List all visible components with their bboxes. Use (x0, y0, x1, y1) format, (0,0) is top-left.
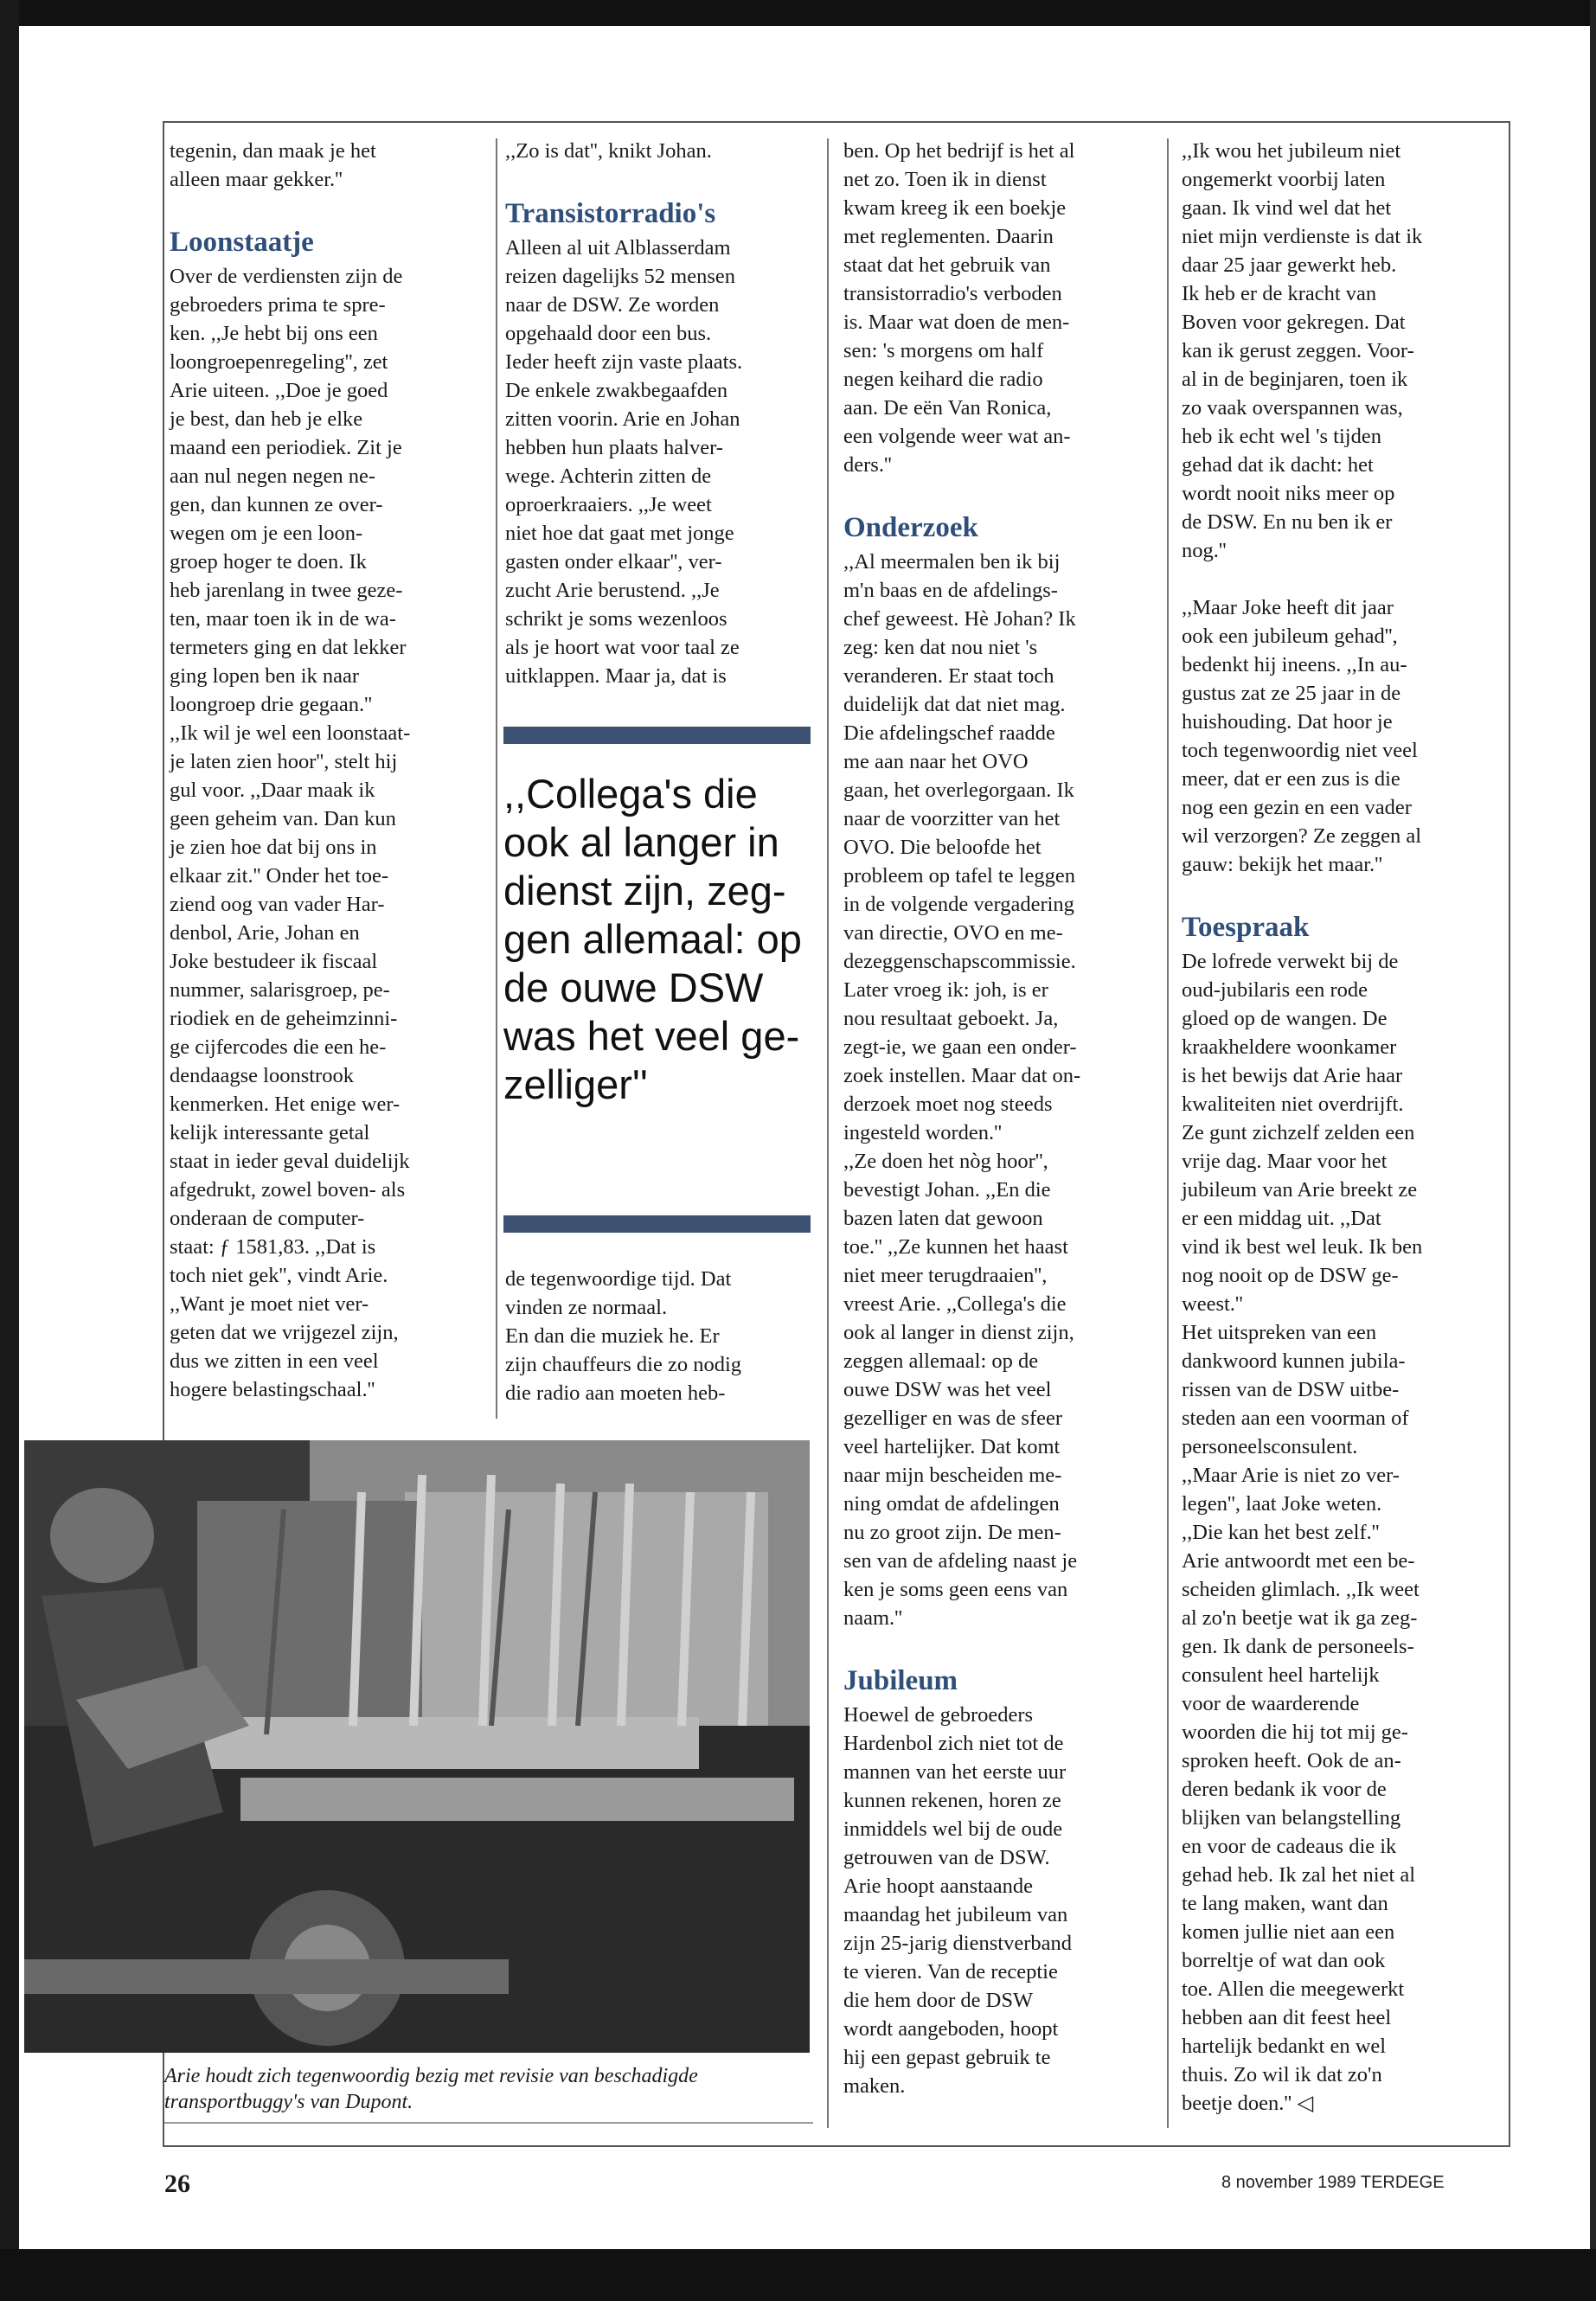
heading-jubileum: Jubileum (843, 1665, 958, 1696)
text-line: jubileum van Arie breekt ze (1182, 1178, 1418, 1202)
text-line: onderaan de computer- (170, 1207, 365, 1230)
caption-rule (164, 2122, 813, 2124)
text-line: ders.'' (843, 453, 892, 477)
text-line: rissen van de DSW uitbe- (1182, 1378, 1400, 1401)
text-line: De enkele zwakbegaafden (505, 379, 728, 402)
text-line: dezeggenschapscommissie. (843, 950, 1076, 973)
text-line: kwaliteiten niet overdrijft. (1182, 1093, 1404, 1116)
text-line: toch tegenwoordig niet veel (1182, 739, 1418, 762)
text-line: wordt nooit niks meer op (1182, 482, 1395, 505)
text-line: Alleen al uit Alblasserdam (505, 236, 731, 260)
text-line: gehad dat ik dacht: het (1182, 453, 1374, 477)
text-line: je best, dan heb je elke (170, 407, 363, 431)
text-line: me aan naar het OVO (843, 750, 1029, 773)
text-line: ,,Ze doen het nòg hoor'', (843, 1150, 1048, 1173)
text-line: weest.'' (1182, 1292, 1243, 1316)
text-line: staat dat het gebruik van (843, 253, 1051, 277)
text-line: denbol, Arie, Johan en (170, 921, 360, 945)
text-line: ingesteld worden.'' (843, 1121, 1003, 1144)
text-line: naar mijn bescheiden me- (843, 1464, 1062, 1487)
text-line: ,,Collega's die (503, 771, 758, 817)
text-line: zegt-ie, we gaan een onder- (843, 1035, 1077, 1059)
text-line: huishouding. Dat hoor je (1182, 710, 1393, 734)
paragraph-loonstaatje-laten-zien (170, 719, 490, 1404)
text-line: in de volgende vergadering (843, 893, 1074, 916)
text-line: daar 25 jaar gewerkt heb. (1182, 253, 1397, 277)
text-line: ziend oog van vader Har- (170, 893, 385, 916)
text-line: nummer, salarisgroep, pe- (170, 978, 390, 1002)
paragraph-jubileum (843, 1701, 1163, 2100)
text-line: de DSW. En nu ben ik er (1182, 510, 1393, 534)
text-line: Hardenbol zich niet tot de (843, 1732, 1064, 1755)
text-line: kwam kreeg ik een boekje (843, 196, 1067, 220)
text-line: consulent heel hartelijk (1182, 1663, 1380, 1687)
text-line: gaan, het overlegorgaan. Ik (843, 779, 1074, 802)
text-line: je laten zien hoor'', stelt hij (170, 750, 398, 773)
paragraph-toespraak (1182, 947, 1503, 2118)
text-line: gaan. Ik vind wel dat het (1182, 196, 1392, 220)
text-line: zucht Arie berustend. ,,Je (505, 579, 720, 602)
text-line: reizen dagelijks 52 mensen (505, 265, 736, 288)
text-line: naam.'' (843, 1606, 903, 1630)
text-line: Joke bestudeer ik fiscaal (170, 950, 378, 973)
text-line: oud-jubilaris een rode (1182, 978, 1368, 1002)
text-line: nu zo groot zijn. De men- (843, 1521, 1061, 1544)
text-line: er een middag uit. ,,Dat (1182, 1207, 1381, 1230)
text-line: wegen om je een loon- (170, 522, 363, 545)
text-line: En dan die muziek he. Er (505, 1324, 720, 1348)
text-line: mannen van het eerste uur (843, 1760, 1067, 1784)
scan-border-top (0, 0, 1596, 26)
text-line: ken je soms geen eens van (843, 1578, 1068, 1601)
text-line: zitten voorin. Arie en Johan (505, 407, 740, 431)
text-line: Die afdelingschef raadde (843, 721, 1055, 745)
text-line: Boven voor gekregen. Dat (1182, 311, 1406, 334)
text-line: m'n baas en de afdelings- (843, 579, 1058, 602)
text-line: chef geweest. Hè Johan? Ik (843, 607, 1076, 631)
text-line: alleen maar gekker.'' (170, 168, 343, 191)
scan-border-right (1590, 0, 1596, 2301)
text-line: vreest Arie. ,,Collega's die (843, 1292, 1067, 1316)
text-line: dankwoord kunnen jubila- (1182, 1349, 1406, 1373)
text-line: naar de voorzitter van het (843, 807, 1061, 830)
text-line: uitklappen. Maar ja, dat is (505, 664, 727, 688)
page-frame-top (163, 121, 1510, 123)
text-line: toe.'' ,,Ze kunnen het haast (843, 1235, 1068, 1259)
text-line: staat: ƒ 1581,83. ,,Dat is (170, 1235, 376, 1259)
text-line: veel hartelijker. Dat komt (843, 1435, 1061, 1458)
text-line: hebben hun plaats halver- (505, 436, 723, 459)
text-line: ,,Maar Joke heeft dit jaar (1182, 596, 1394, 619)
text-line: termeters ging en dat lekker (170, 636, 407, 659)
text-line: zelliger'' (503, 1061, 648, 1107)
text-line: gebroeders prima te spre- (170, 293, 386, 317)
paragraph-tegenwoordige-tijd (505, 1265, 821, 1407)
text-line: ,,Ik wou het jubileum niet (1182, 139, 1401, 163)
text-line: ook een jubileum gehad'', (1182, 625, 1398, 648)
text-line: heb jarenlang in twee geze- (170, 579, 403, 602)
text-line: aan nul negen negen ne- (170, 465, 376, 488)
text-line: scheiden glimlach. ,,Ik weet (1182, 1578, 1420, 1601)
text-line: dendaagse loonstrook (170, 1064, 354, 1087)
text-line: bedenkt hij ineens. ,,In au- (1182, 653, 1407, 676)
text-line: die hem door de DSW (843, 1989, 1034, 2012)
text-line: hogere belastingschaal.'' (170, 1378, 375, 1401)
page-frame-bottom (163, 2145, 1510, 2147)
page-number: 26 (164, 2170, 190, 2198)
text-line: inmiddels wel bij de oude (843, 1817, 1063, 1841)
text-line: vind ik best wel leuk. Ik ben (1182, 1235, 1423, 1259)
text-line: en voor de cadeaus die ik (1182, 1835, 1397, 1858)
text-line: ken. ,,Je hebt bij ons een (170, 322, 378, 345)
text-line: gul voor. ,,Daar maak ik (170, 779, 375, 802)
text-line: Over de verdiensten zijn de (170, 265, 403, 288)
text-line: legen'', laat Joke weten. (1182, 1492, 1382, 1516)
text-line: gen allemaal: op (503, 916, 802, 962)
text-line: loongroep drie gegaan.'' (170, 693, 373, 716)
paragraph-zo-is-dat (505, 137, 821, 165)
text-line: met reglementen. Daarin (843, 225, 1054, 248)
workshop-photo (24, 1440, 810, 2053)
text-line: was het veel ge- (503, 1013, 800, 1059)
text-line: ,,Die kan het best zelf.'' (1182, 1521, 1380, 1544)
text-line: Later vroeg ik: joh, is er (843, 978, 1048, 1002)
column-1 (170, 137, 490, 1404)
text-line: zeg: ken dat nou niet 's (843, 636, 1038, 659)
text-line: sproken heeft. Ook de an- (1182, 1749, 1401, 1772)
text-line: hebben aan dit feest heel (1182, 2006, 1392, 2029)
text-line: blijken van belangstelling (1182, 1806, 1401, 1830)
text-line: maandag het jubileum van (843, 1903, 1068, 1926)
text-line: staat in ieder geval duidelijk (170, 1150, 410, 1173)
text-line: ouwe DSW was het veel (843, 1378, 1052, 1401)
text-line: Ik heb er de kracht van (1182, 282, 1377, 305)
text-line: aan. De eën Van Ronica, (843, 396, 1052, 420)
paragraph-transistor (505, 234, 821, 690)
photo-caption: Arie houdt zich tegenwoordig bezig met revisie van beschadigde transportbuggy's van Dupont. (164, 2065, 698, 2113)
pull-quote (503, 770, 817, 1109)
text-line: kelijk interessante getal (170, 1121, 370, 1144)
column-rule (1167, 138, 1169, 2128)
text-line: ning omdat de afdelingen (843, 1492, 1060, 1516)
paragraph-ze-doen-het-nog (843, 1147, 1163, 1632)
text-line: borreltje of wat dan ook (1182, 1949, 1386, 1972)
text-line: komen jullie niet aan een (1182, 1920, 1395, 1944)
text-line: gauw: bekijk het maar.'' (1182, 853, 1382, 876)
text-line: derzoek moet nog steeds (843, 1093, 1053, 1116)
pullquote-bar-bottom (503, 1215, 811, 1233)
heading-transistorradios: Transistorradio's (505, 198, 716, 229)
text-line: te lang maken, want dan (1182, 1892, 1388, 1915)
paragraph-reglementen (843, 137, 1163, 479)
pullquote-bar-top (503, 727, 811, 744)
text-line: toch niet gek'', vindt Arie. (170, 1264, 388, 1287)
text-line: ook al langer in (503, 819, 779, 865)
heading-loonstaatje: Loonstaatje (170, 227, 314, 258)
text-line: tegenin, dan maak je het (170, 139, 376, 163)
issue-date: 8 november 1989 TERDEGE (1221, 2173, 1445, 2192)
text-line: afgedrukt, zowel boven- als (170, 1178, 406, 1202)
text-line: groep hoger te doen. Ik (170, 550, 367, 574)
text-line: te vieren. Van de receptie (843, 1960, 1058, 1984)
text-line: transistorradio's verboden (843, 282, 1062, 305)
scan-border-bottom (0, 2249, 1596, 2301)
text-line: sen: 's morgens om half (843, 339, 1044, 362)
text-line: zijn chauffeurs die zo nodig (505, 1353, 742, 1376)
text-line: elkaar zit.'' Onder het toe- (170, 864, 389, 888)
text-line: ben. Op het bedrijf is het al (843, 139, 1075, 163)
column-2-continued (505, 1265, 821, 1407)
text-line: kan ik gerust zeggen. Voor- (1182, 339, 1414, 362)
text-line: is het bewijs dat Arie haar (1182, 1064, 1403, 1087)
text-line: OVO. Die beloofde het (843, 836, 1042, 859)
text-line: geten dat we vrijgezel zijn, (170, 1321, 399, 1344)
text-line: woorden die hij tot mij ge- (1182, 1721, 1408, 1744)
text-line: vrije dag. Maar voor het (1182, 1150, 1388, 1173)
text-line: ,,Maar Arie is niet zo ver- (1182, 1464, 1400, 1487)
text-line: Hoewel de gebroeders (843, 1703, 1034, 1727)
text-line: hartelijk bedankt en wel (1182, 2035, 1387, 2058)
text-line: net zo. Toen ik in dienst (843, 168, 1047, 191)
paragraph-onderzoek (843, 548, 1163, 1147)
text-line: maken. (843, 2074, 906, 2098)
text-line: sen van de afdeling naast je (843, 1549, 1078, 1573)
text-line: ongemerkt voorbij laten (1182, 168, 1386, 191)
text-line: de ouwe DSW (503, 965, 764, 1010)
text-line: de tegenwoordige tijd. Dat (505, 1267, 732, 1291)
text-line: gehad heb. Ik zal het niet al (1182, 1863, 1416, 1887)
text-line: wordt aangeboden, hoopt (843, 2017, 1059, 2041)
text-line: Arie antwoordt met een be- (1182, 1549, 1415, 1573)
text-line: wege. Achterin zitten de (505, 465, 712, 488)
text-line: ging lopen ben ik naar (170, 664, 360, 688)
column-2 (505, 137, 821, 690)
text-line: ,,Zo is dat'', knikt Johan. (505, 139, 712, 163)
paragraph-joke (1182, 593, 1503, 879)
text-line: Arie uiteen. ,,Doe je goed (170, 379, 388, 402)
text-line: hij een gepast gebruik te (843, 2046, 1051, 2069)
column-3 (843, 137, 1163, 2100)
text-line: naar de DSW. Ze worden (505, 293, 720, 317)
text-line: geen geheim van. Dan kun (170, 807, 396, 830)
text-line: De lofrede verwekt bij de (1182, 950, 1399, 973)
text-line: gloed op de wangen. De (1182, 1007, 1388, 1030)
text-line: toe. Allen die meegewerkt (1182, 1977, 1405, 2001)
text-line: thuis. Zo wil ik dat zo'n (1182, 2063, 1382, 2086)
text-line: personeelsconsulent. (1182, 1435, 1358, 1458)
text-line: oproerkraaiers. ,,Je weet (505, 493, 712, 516)
text-line: gen. Ik dank de personeels- (1182, 1635, 1414, 1658)
text-line: Het uitspreken van een (1182, 1321, 1377, 1344)
text-line: een volgende weer wat an- (843, 425, 1071, 448)
paragraph-ik-wou (1182, 137, 1503, 565)
text-line: dienst zijn, zeg- (503, 868, 786, 913)
text-line: van directie, OVO en me- (843, 921, 1063, 945)
text-line: niet meer terugdraaien'', (843, 1264, 1048, 1287)
text-line: voor de waarderende (1182, 1692, 1360, 1715)
text-line: is. Maar wat doen de men- (843, 311, 1070, 334)
text-line: Ze gunt zichzelf zelden een (1182, 1121, 1415, 1144)
text-line: nog een gezin en een vader (1182, 796, 1412, 819)
text-line: gustus zat ze 25 jaar in de (1182, 682, 1401, 705)
text-line: ten, maar toen ik in de wa- (170, 607, 396, 631)
text-line: steden aan een voorman of (1182, 1407, 1409, 1430)
text-line: beetje doen.'' ◁ (1182, 2092, 1314, 2115)
paragraph-loon (170, 262, 490, 719)
text-line: kunnen rekenen, horen ze (843, 1789, 1061, 1812)
text-line: getrouwen van de DSW. (843, 1846, 1050, 1869)
text-line: ge cijfercodes die een he- (170, 1035, 387, 1059)
text-line: als je hoort wat voor taal ze (505, 636, 740, 659)
text-line: dus we zitten in een veel (170, 1349, 379, 1373)
text-line: vinden ze normaal. (505, 1296, 668, 1319)
text-line: opgehaald door een bus. (505, 322, 712, 345)
text-line: duidelijk dat dat niet mag. (843, 693, 1066, 716)
text-line: Ieder heeft zijn vaste plaats. (505, 350, 743, 374)
text-line: ook al langer in dienst zijn, (843, 1321, 1074, 1344)
text-line: zo vaak overspannen was, (1182, 396, 1403, 420)
text-line: gasten onder elkaar'', ver- (505, 550, 722, 574)
text-line: nog.'' (1182, 539, 1227, 562)
page-frame-right (1509, 121, 1510, 2145)
column-4 (1182, 137, 1503, 2118)
text-line: bevestigt Johan. ,,En die (843, 1178, 1051, 1202)
text-line: al in de beginjaren, toen ik (1182, 368, 1408, 391)
column-rule (827, 138, 829, 2128)
text-line: gen, dan kunnen ze over- (170, 493, 383, 516)
text-line: nou resultaat geboekt. Ja, (843, 1007, 1059, 1030)
text-line: meer, dat er een zus is die (1182, 767, 1401, 791)
scan-border-left (0, 0, 19, 2301)
text-line: schrikt je soms wezenloos (505, 607, 727, 631)
text-line: ,,Ik wil je wel een loonstaat- (170, 721, 411, 745)
text-line: nog nooit op de DSW ge- (1182, 1264, 1399, 1287)
text-line: ,,Al meermalen ben ik bij (843, 550, 1061, 574)
text-line: die radio aan moeten heb- (505, 1381, 726, 1405)
text-line: kraakheldere woonkamer (1182, 1035, 1397, 1059)
heading-toespraak: Toespraak (1182, 912, 1310, 943)
text-line: probleem op tafel te leggen (843, 864, 1076, 888)
column-rule (496, 138, 497, 1419)
paragraph-intro (170, 137, 490, 194)
text-line: kenmerken. Het enige wer- (170, 1093, 401, 1116)
text-line: bazen laten dat gewoon (843, 1207, 1043, 1230)
text-line: veranderen. Er staat toch (843, 664, 1054, 688)
text-line: maand een periodiek. Zit je (170, 436, 402, 459)
text-line: zoek instellen. Maar dat on- (843, 1064, 1081, 1087)
text-line: zeggen allemaal: op de (843, 1349, 1039, 1373)
text-line: deren bedank ik voor de (1182, 1778, 1387, 1801)
text-line: al zo'n beetje wat ik ga zeg- (1182, 1606, 1418, 1630)
text-line: zijn 25-jarig dienstverband (843, 1932, 1072, 1955)
text-line: je zien hoe dat bij ons in (170, 836, 377, 859)
text-line: loongroepenregeling'', zet (170, 350, 388, 374)
text-line: niet hoe dat gaat met jonge (505, 522, 734, 545)
text-line: wil verzorgen? Ze zeggen al (1182, 824, 1422, 848)
text-line: riodiek en de geheimzinni- (170, 1007, 398, 1030)
text-line: gezelliger en was de sfeer (843, 1407, 1063, 1430)
heading-onderzoek: Onderzoek (843, 512, 978, 543)
text-line: Arie hoopt aanstaande (843, 1875, 1034, 1898)
text-line: niet mijn verdienste is dat ik (1182, 225, 1423, 248)
text-line: negen keihard die radio (843, 368, 1043, 391)
text-line: ,,Want je moet niet ver- (170, 1292, 369, 1316)
text-line: heb ik echt wel 's tijden (1182, 425, 1381, 448)
